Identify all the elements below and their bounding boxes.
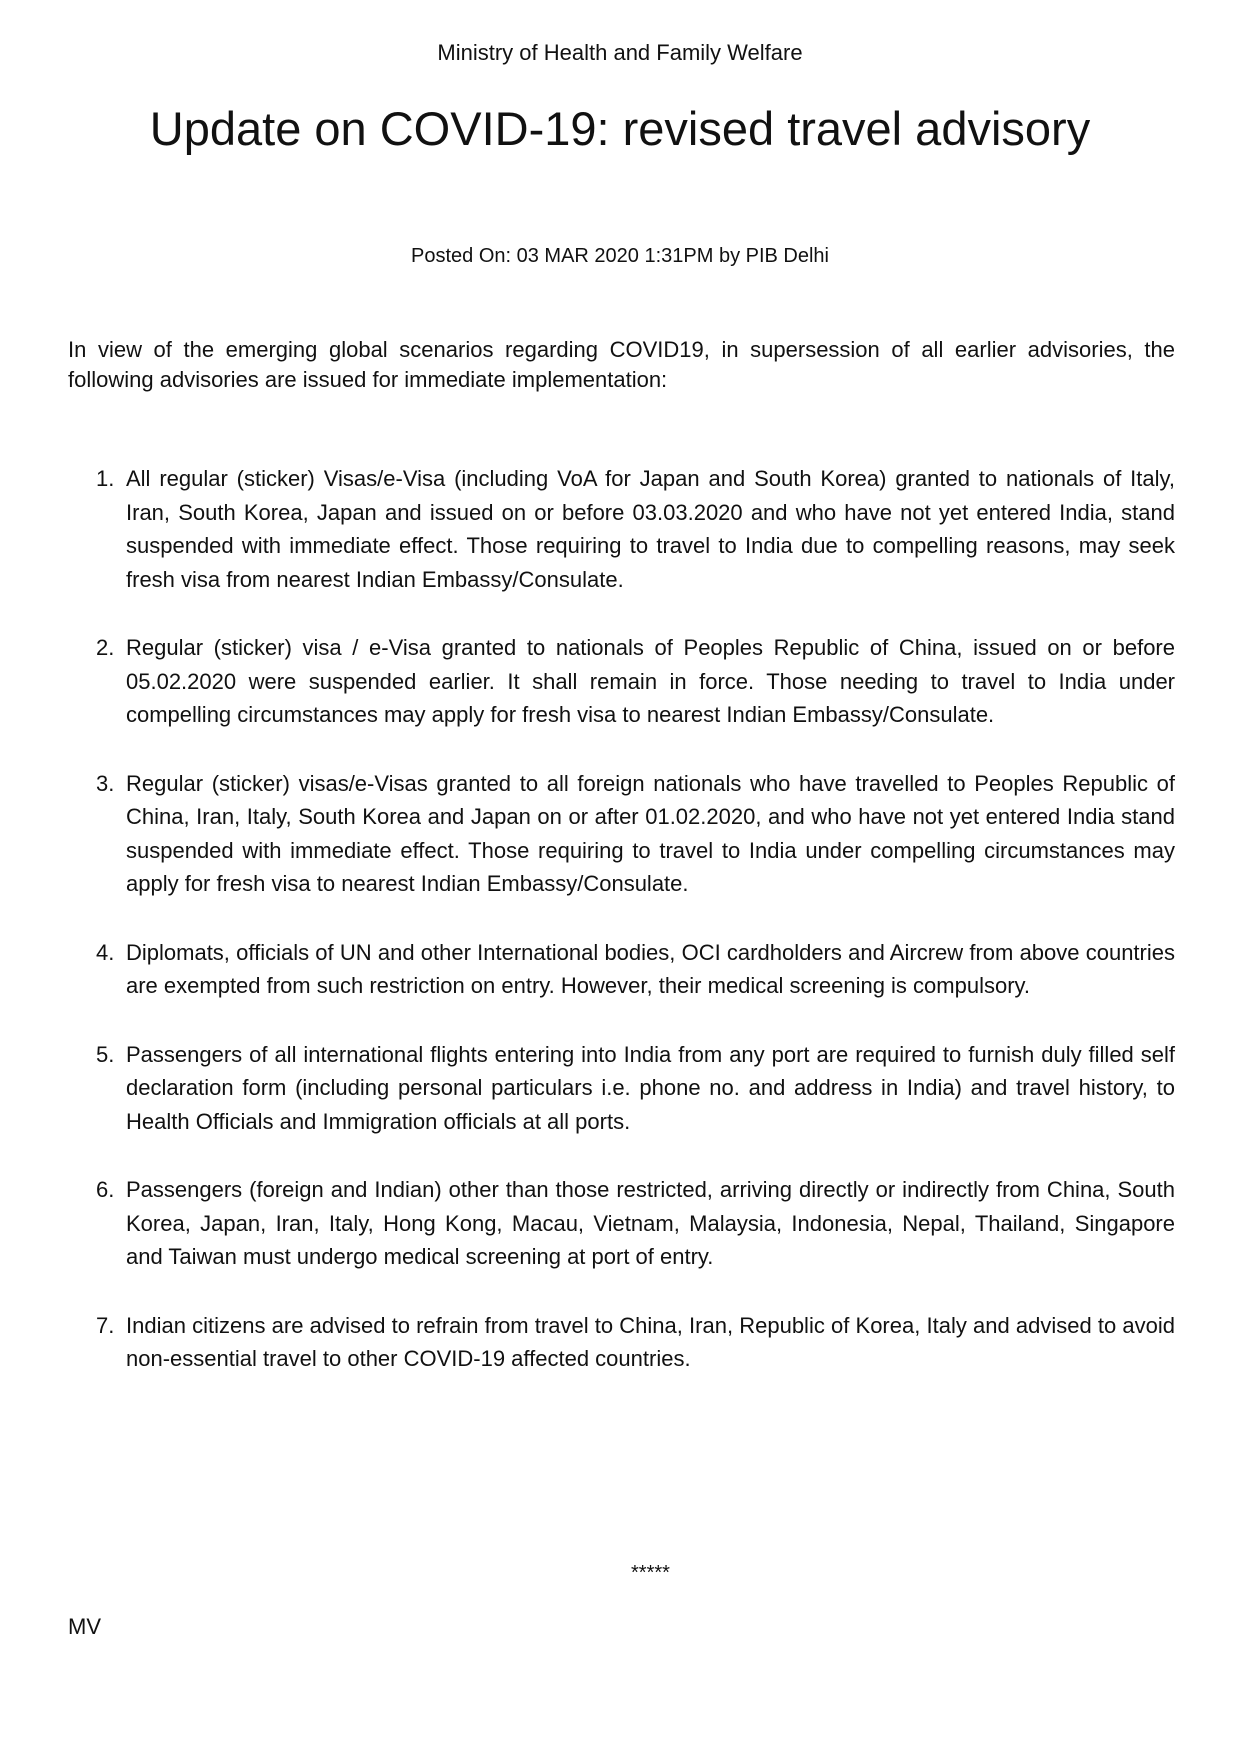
advisory-item-6 bbox=[68, 1173, 1175, 1274]
advisory-list bbox=[68, 462, 1175, 1411]
advisory-text: Regular (sticker) visa / e-Visa granted to nationals of Peoples Republic of China, issued on or before 05.02.2020 were suspended earlier. It shall remain in force. Those needing to travel to India under compelling circumstances may apply for fresh visa to nearest Indian Embassy/Consulate. bbox=[126, 635, 1175, 727]
advisory-item-3 bbox=[68, 767, 1175, 901]
page-title: Update on COVID-19: revised travel advisory bbox=[149, 102, 1091, 155]
advisory-item-1 bbox=[68, 462, 1175, 596]
advisory-text: Indian citizens are advised to refrain from travel to China, Iran, Republic of Korea, Italy and advised to avoid non-essential travel to other COVID-19 affected countries. bbox=[126, 1312, 1175, 1371]
advisory-text: Passengers (foreign and Indian) other than those restricted, arriving directly or indirectly from China, South Korea, Japan, Iran, Italy, Hong Kong, Macau, Vietnam, Malaysia, Indonesia, Nepal, Thailand, Singapore and Taiwan must undergo medical screening at port of entry. bbox=[126, 1177, 1175, 1269]
intro-paragraph: In view of the emerging global scenarios regarding COVID19, in supersession of all earlier advisories, the following advisories are issued for immediate implementation: bbox=[68, 337, 1175, 392]
advisory-text: Regular (sticker) visas/e-Visas granted to all foreign nationals who have travelled to Peoples Republic of China, Iran, Italy, South Korea and Japan on or after 01.02.2020, and who have not yet entered India stand suspended with immediate effect. Those requiring to travel to India under compelling circumstances may apply for fresh visa to nearest Indian Embassy/Consulate. bbox=[126, 770, 1175, 896]
advisory-number: 1. bbox=[96, 466, 115, 491]
advisory-number: 5. bbox=[96, 1041, 115, 1067]
advisory-item-4 bbox=[68, 936, 1175, 1003]
advisory-item-5 bbox=[68, 1038, 1175, 1139]
advisory-number: 3. bbox=[96, 770, 115, 796]
advisory-text: All regular (sticker) Visas/e-Visa (including VoA for Japan and South Korea) granted to nationals of Italy, Iran, South Korea, Japan and issued on or before 03.03.2020 and who have not yet entered India, stand suspended with immediate effect. Those requiring to travel to India due to compelling reasons, may seek fresh visa from nearest Indian Embassy/Consulate. bbox=[126, 466, 1175, 592]
author-initials: MV bbox=[68, 1614, 101, 1639]
advisory-item-2 bbox=[68, 631, 1175, 732]
advisory-number: 2. bbox=[96, 635, 115, 660]
advisory-number: 4. bbox=[96, 939, 115, 965]
ministry-name: Ministry of Health and Family Welfare bbox=[437, 40, 803, 65]
advisory-number: 7. bbox=[96, 1312, 115, 1338]
posted-date: Posted On: 03 MAR 2020 1:31PM by PIB Delhi bbox=[411, 245, 829, 267]
advisory-text: Passengers of all international flights entering into India from any port are required to furnish duly filled self declaration form (including personal particulars i.e. phone no. and address in India) and travel history, to Health Officials and Immigration officials at all ports. bbox=[126, 1041, 1175, 1134]
advisory-number: 6. bbox=[96, 1177, 115, 1202]
advisory-text: Diplomats, officials of UN and other International bodies, OCI cardholders and Aircrew from above countries are exempted from such restriction on entry. However, their medical screening is compulsory. bbox=[126, 939, 1175, 998]
advisory-item-7 bbox=[68, 1309, 1175, 1376]
end-separator: ***** bbox=[631, 1562, 670, 1584]
